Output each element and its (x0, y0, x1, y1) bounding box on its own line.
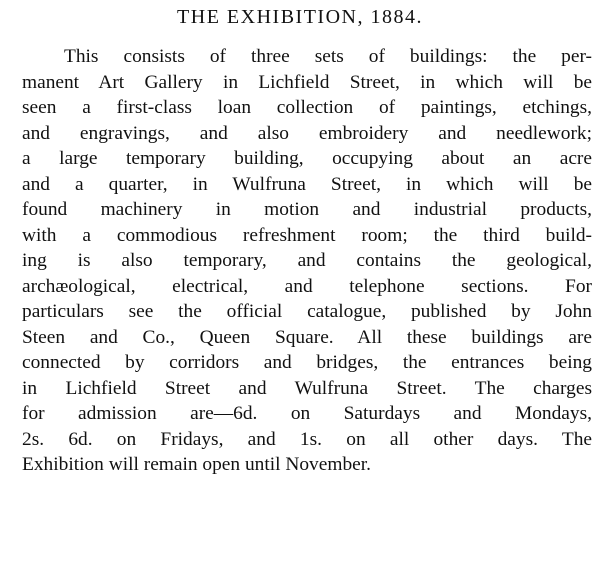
paragraph-line: Exhibition will remain open until November. (22, 454, 371, 475)
paragraph-line: in Lichfield Street and Wulfruna Street. The charges (22, 377, 592, 399)
paragraph-line: with a commodious refreshment room; the third build- (22, 224, 592, 246)
paragraph-line: found machinery in motion and industrial products, (22, 199, 592, 220)
paragraph-line: for admission are—6d. on Saturdays and Mondays, (22, 403, 592, 424)
paragraph-line: 2s. 6d. on Fridays, and 1s. on all other days. The (22, 428, 592, 450)
paragraph-line: ing is also temporary, and contains the geological, (22, 250, 592, 271)
paragraph-line: seen a first-class loan collection of paintings, etchings, (22, 97, 592, 118)
paragraph-line: archæological, electrical, and telephone sections. For (22, 275, 592, 297)
paragraph-line: and a quarter, in Wulfruna Street, in which will be (22, 173, 592, 195)
paragraph-line: manent Art Gallery in Lichfield Street, in which will be (22, 71, 592, 93)
paragraph-line: a large temporary building, occupying about an acre (22, 148, 592, 169)
paragraph-line: connected by corridors and bridges, the entrances being (22, 352, 592, 373)
paragraph-line: particulars see the official catalogue, published by John (22, 301, 592, 322)
paragraph-line: and engravings, and also embroidery and needlework; (22, 122, 592, 144)
paragraph-line: This consists of three sets of buildings: the per- (64, 46, 592, 67)
paragraph-line: Steen and Co., Queen Square. All these buildings are (22, 326, 592, 348)
body-paragraph (22, 44, 592, 478)
page-title: THE EXHIBITION, 1884. (177, 6, 423, 28)
